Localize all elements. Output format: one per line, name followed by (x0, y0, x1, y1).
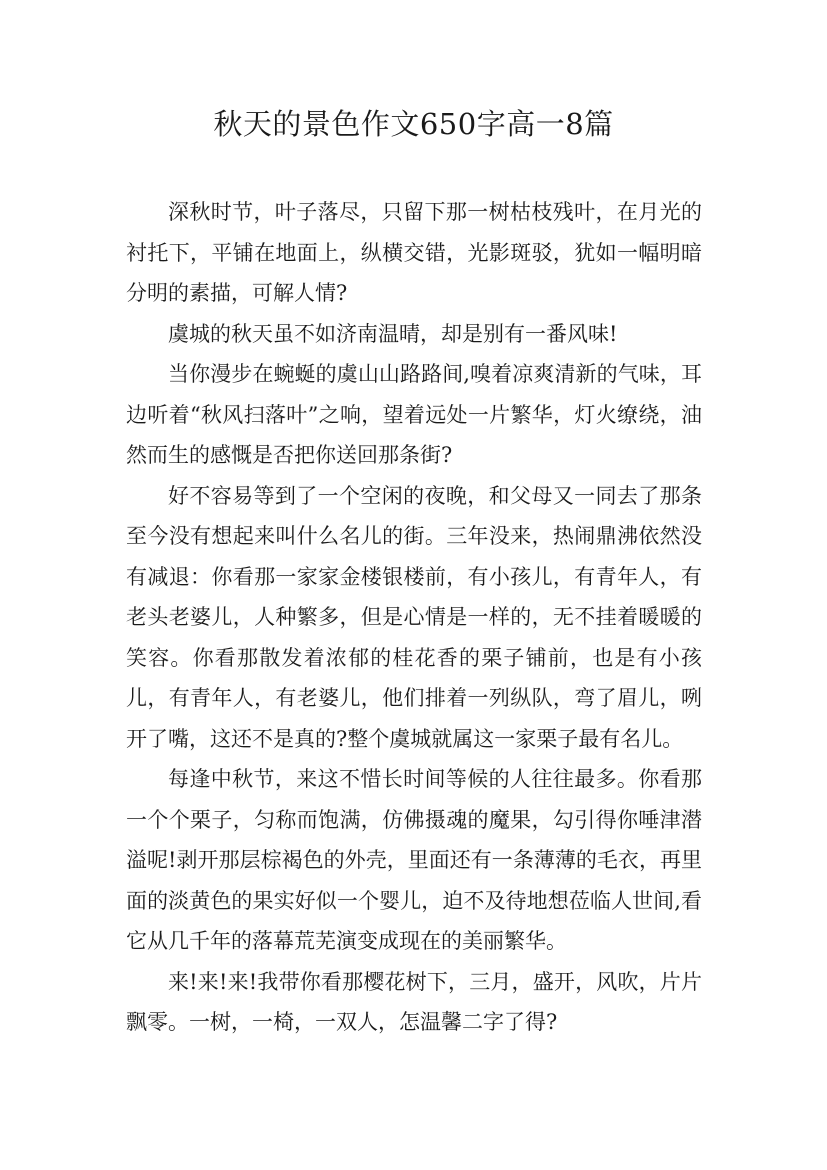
paragraph: 当你漫步在蜿蜒的虞山山路路间,嗅着凉爽清新的气味，耳边听着“秋风扫落叶”之响，望着远处一片繁华，灯火缭绕，油然而生的感慨是否把你送回那条街? (126, 362, 702, 467)
paragraph: 虞城的秋天虽不如济南温晴，却是别有一番风味! (168, 321, 618, 346)
document-body (126, 192, 702, 1043)
paragraph: 来!来!来!我带你看那樱花树下，三月，盛开，风吹，片片飘零。一树，一椅，一双人，怎温馨二字了得? (126, 969, 702, 1034)
paragraph: 每逢中秋节，来这不惜长时间等候的人往往最多。你看那一个个栗子，匀称而饱满，仿佛摄魂的魔果，勾引得你唾津潜溢呢!剥开那层棕褐色的外壳，里面还有一条薄薄的毛衣，再里面的淡黄色的果实好似一个婴儿，迫不及待地想莅临人世间,看它从几千年的落幕荒芜演变成现在的美丽繁华。 (126, 767, 702, 953)
document-title: 秋天的景色作文650字高一8篇 (213, 107, 614, 141)
paragraph: 深秋时节，叶子落尽，只留下那一树枯枝残叶，在月光的衬托下，平铺在地面上，纵横交错，光影斑驳，犹如一幅明暗分明的素描，可解人情? (126, 200, 702, 305)
paragraph: 好不容易等到了一个空闲的夜晚，和父母又一同去了那条至今没有想起来叫什么名儿的街。三年没来，热闹鼎沸依然没有减退：你看那一家家金楼银楼前，有小孩儿，有青年人，有老头老婆儿，人种繁多，但是心情是一样的，无不挂着暖暖的笑容。你看那散发着浓郁的桂花香的栗子铺前，也是有小孩儿，有青年人，有老婆儿，他们排着一列纵队，弯了眉儿，咧开了嘴，这还不是真的?整个虞城就属这一家栗子最有名儿。 (126, 483, 702, 751)
